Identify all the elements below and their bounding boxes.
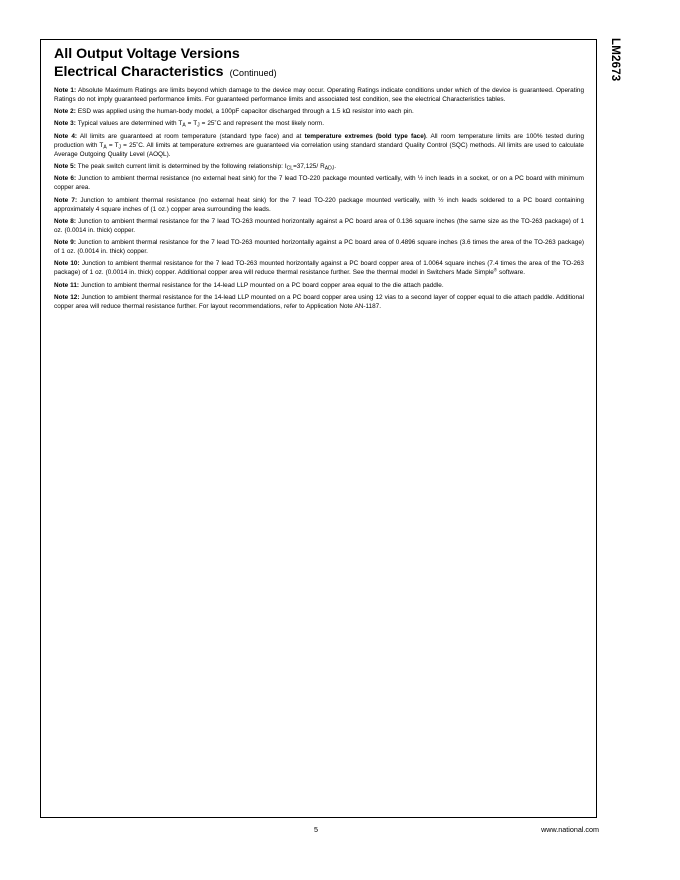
note-text: =37,125/ R [293, 163, 325, 171]
section-subtitle [54, 64, 277, 80]
note-label: Note 10: [54, 260, 80, 268]
note-text: = 25˚C. All limits at temperature extremes are guaranteed via correlation using standard standard Quality Control (SQC) methods. All limits are used to calculate Average Outgoing Quality Level (AOQL). [54, 141, 584, 158]
note-text: Typical values are determined with T [77, 120, 183, 128]
note-2 [54, 107, 584, 116]
notes-list [54, 86, 584, 314]
note-text: software. [497, 269, 525, 277]
note-text: Junction to ambient thermal resistance for the 7 lead TO-263 mounted horizontally against a PC board area of 0.4896 square inches (3.6 times the area of the TO-263 package) of 1 oz. (0.0014 in. thick) copper. [54, 239, 584, 256]
note-text: . All room temperature limits are 100% tested during production with T [54, 132, 585, 149]
note-text: = T [185, 120, 198, 128]
note-11 [54, 281, 584, 290]
continued-label: (Continued) [229, 68, 277, 78]
note-label: Note 7: [54, 196, 78, 204]
note-4 [54, 132, 584, 159]
note-text: All limits are guaranteed at room temperature (standard type face) and at [79, 132, 305, 140]
subtitle-text: Electrical Characteristics [54, 64, 224, 80]
note-text: Junction to ambient thermal resistance (no external heat sink) for the 7 lead TO-220 package mounted vertically, with ½ inch leads in a socket, or on a PC board with minimum copper area. [54, 175, 584, 192]
note-12 [54, 293, 584, 311]
note-text: The peak switch current limit is determined by the following relationship: I [77, 163, 287, 171]
note-3 [54, 119, 584, 128]
note-label: Note 12: [54, 293, 80, 301]
website-link[interactable]: www.national.com [541, 825, 599, 834]
note-label: Note 8: [54, 217, 76, 225]
note-text: Junction to ambient thermal resistance for the 14-lead LLP mounted on a PC board copper area equal to the die attach paddle. [81, 281, 444, 289]
note-label: Note 2: [54, 108, 76, 116]
subscript: J [118, 144, 122, 151]
subscript: ADJ [324, 165, 335, 172]
note-text: ESD was applied using the human-body model, a 100pF capacitor discharged through a 1.5 kΩ resistor into each pin. [77, 108, 414, 116]
note-label: Note 4: [54, 132, 78, 140]
subscript: J [197, 122, 200, 129]
note-5 [54, 162, 584, 171]
note-bold-text: temperature extremes (bold type face) [304, 132, 426, 140]
note-label: Note 1: [54, 87, 77, 94]
part-number-side-label [607, 38, 621, 118]
section-title: All Output Voltage Versions [54, 46, 240, 62]
note-text: Junction to ambient thermal resistance for the 7 lead TO-263 mounted horizontally against a PC board copper area of 1.0064 square inches (7.4 times the area of the TO-263 package) of 1 oz. (0.0014 in. thick) copper. Additional copper area will reduce thermal resistance further. See the thermal model in Switchers Made Simple [54, 260, 584, 277]
note-9 [54, 238, 584, 256]
note-7 [54, 196, 584, 214]
note-text: Junction to ambient thermal resistance for the 14-lead LLP mounted on a PC board copper area using 12 vias to a second layer of copper equal to die attach paddle. Additional copper area will reduce thermal resistance further. For layout recommendations, refer to Application Note AN-1187. [54, 293, 584, 310]
note-text: . [334, 163, 336, 171]
note-label: Note 5: [54, 163, 76, 171]
note-label: Note 3: [54, 120, 76, 128]
note-label: Note 11: [54, 281, 80, 289]
note-10 [54, 259, 584, 277]
registered-mark: ® [493, 267, 498, 273]
part-number-text: LM2673 [609, 38, 621, 82]
note-text: Absolute Maximum Ratings are limits beyond which damage to the device may occur. Operating Ratings indicate conditions under which of the device is guaranteed. Operating Ratings do not imply guaranteed performance limits. For guaranteed performance limits and associated test condition, see the electrical Characteristics tables. [54, 87, 585, 104]
note-1 [54, 86, 584, 104]
note-8 [54, 217, 584, 235]
note-text: Junction to ambient thermal resistance (no external heat sink) for the 7 lead TO-220 package mounted vertically, with ½ inch leads soldered to a PC board containing approximately 4 square inches of (1 oz.) copper area surrounding the leads. [54, 196, 584, 213]
subscript: A [103, 144, 107, 151]
note-text: = T [106, 141, 119, 149]
subscript: A [182, 122, 186, 129]
subscript: CL [286, 165, 294, 172]
note-6 [54, 174, 584, 192]
note-text: = 25˚C and represent the most likely norm. [199, 120, 324, 128]
note-label: Note 9: [54, 239, 76, 247]
note-text: Junction to ambient thermal resistance for the 7 lead TO-263 mounted horizontally against a PC board area of 0.136 square inches (the same size as the TO-263 package) of 1 oz. (0.0014 in. thick) copper. [54, 217, 584, 234]
page-number: 5 [314, 825, 318, 834]
note-label: Note 6: [54, 175, 77, 183]
